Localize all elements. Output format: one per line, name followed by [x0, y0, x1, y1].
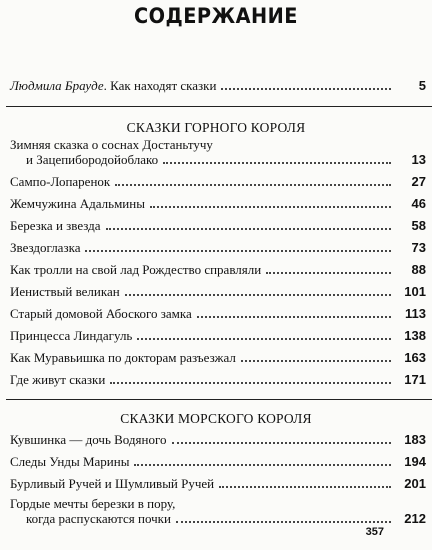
- toc-entry-line1: Гордые мечты березки в пору,: [10, 496, 176, 511]
- page-number: 88: [411, 262, 426, 277]
- page-number: 138: [404, 328, 426, 343]
- toc-entry: Как тролли на свой лад Рождество справляли 88: [10, 262, 426, 277]
- leader-dots: [241, 360, 391, 362]
- leader-dots: [172, 442, 392, 444]
- section-heading: СКАЗКИ ГОРНОГО КОРОЛЯ: [126, 120, 306, 135]
- toc-entry: Березка и звезда 58: [10, 218, 426, 233]
- page-number: 194: [404, 454, 426, 469]
- toc-entry: Звездоглазка 73: [10, 240, 426, 255]
- leader-dots: [176, 521, 391, 523]
- intro-text: . Как находят сказки: [103, 78, 217, 93]
- page-number: 163: [404, 350, 426, 365]
- leader-dots: [115, 184, 391, 186]
- page-number: 183: [404, 432, 426, 447]
- leader-dots: [163, 162, 391, 164]
- page-number: 5: [418, 78, 426, 93]
- leader-dots: [197, 316, 391, 318]
- leader-dots: [110, 382, 391, 384]
- toc-entry: Бурливый Ручей и Шумливый Ручей 201: [10, 476, 426, 491]
- toc-entry: Следы Унды Марины 194: [10, 454, 426, 469]
- toc-entry: Иениствый великан 101: [10, 284, 426, 299]
- page-number: 73: [411, 240, 426, 255]
- leader-dots: [125, 294, 391, 296]
- leader-dots: [134, 464, 391, 466]
- leader-dots: [85, 250, 391, 252]
- page-number: 27: [411, 174, 426, 189]
- page-number: 171: [404, 372, 426, 387]
- section-heading: СКАЗКИ МОРСКОГО КОРОЛЯ: [120, 411, 312, 426]
- leader-dots: [266, 272, 391, 274]
- toc-entry: Старый домовой Абоского замка 113: [10, 306, 426, 321]
- toc-entry: Как Муравьишка по докторам разъезжал 163: [10, 350, 426, 365]
- leader-dots: [219, 486, 391, 488]
- toc-entry: Кувшинка — дочь Водяного 183: [10, 432, 426, 447]
- toc-entry-intro: [10, 78, 426, 94]
- toc-entry: Жемчужина Адальмины 46: [10, 196, 426, 211]
- leader-dots: [150, 206, 391, 208]
- leader-dots: [137, 338, 391, 340]
- page-number: 113: [405, 306, 426, 321]
- leader-dots: [106, 228, 391, 230]
- page-number: 46: [411, 196, 426, 211]
- leader-dots: [221, 88, 391, 90]
- section-divider: [6, 399, 432, 400]
- page-title: СОДЕРЖАНИЕ: [134, 4, 298, 28]
- page-number: 212: [404, 511, 426, 526]
- page-number: 58: [411, 218, 426, 233]
- toc-entry: Принцесса Линдагуль 138: [10, 328, 426, 343]
- page-number: 13: [411, 152, 426, 167]
- page-number: 101: [404, 284, 426, 299]
- toc-entry: Сампо-Лопаренок 27: [10, 174, 426, 189]
- folio-page-number: 357: [365, 526, 384, 538]
- toc-entry-line1: Зимняя сказка о соснах Достаньтучу: [10, 137, 213, 152]
- intro-author: Людмила Брауде: [10, 78, 104, 93]
- toc-entry: когда распускаются почки 212: [26, 511, 426, 526]
- toc-entry: Где живут сказки 171: [10, 372, 426, 387]
- page-number: 201: [404, 476, 426, 491]
- toc-entry: и Зацепибородойоблако 13: [26, 152, 426, 167]
- section-divider: [6, 106, 432, 107]
